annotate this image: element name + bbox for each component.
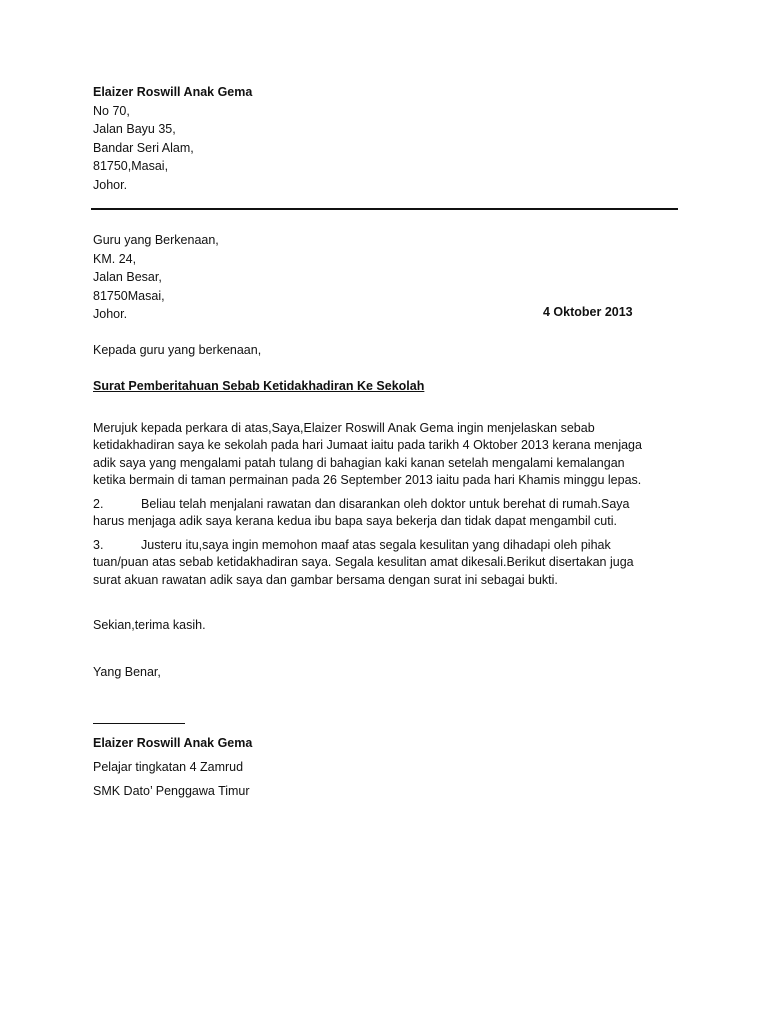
sender-block — [93, 83, 252, 195]
sender-address-line: No 70, — [93, 103, 130, 118]
letter-subject: Surat Pemberitahuan Sebab Ketidakhadiran Ke Sekolah — [93, 379, 425, 393]
paragraph-line: Merujuk kepada perkara di atas,Saya,Elaizer Roswill Anak Gema ingin menjelaskan sebab — [93, 421, 595, 435]
paragraph-line: ketika bermain di taman permainan pada 26 September 2013 iaitu pada hari Khamis minggu lepas. — [93, 473, 642, 488]
paragraph-line: adik saya yang mengalami patah tulang di bahagian kaki kanan setelah mengalami kemalangan — [93, 455, 625, 470]
body-paragraph-2 — [93, 496, 678, 531]
body-paragraph-1 — [93, 420, 678, 490]
paragraph-line — [93, 496, 678, 513]
recipient-block — [93, 231, 219, 324]
sender-address-line: Bandar Seri Alam, — [93, 140, 194, 155]
paragraph-text: Beliau telah menjalani rawatan dan disarankan oleh doktor untuk berehat di rumah.Saya — [141, 497, 630, 511]
subject-block — [93, 377, 424, 396]
paragraph-line: surat akuan rawatan adik saya dan gambar bersama dengan surat ini sebagai bukti. — [93, 572, 558, 587]
letter-date: 4 Oktober 2013 — [543, 305, 633, 319]
paragraph-line: harus menjaga adik saya kerana kedua ibu bapa saya bekerja dan tidak dapat mengambil cuti. — [93, 514, 617, 529]
signoff-text: Yang Benar, — [93, 665, 161, 679]
signature-block — [93, 731, 252, 803]
paragraph-line: tuan/puan atas sebab ketidakhadiran saya. Segala kesulitan amat dikesali.Berikut disertakan juga — [93, 555, 634, 570]
sender-address-line: 81750,Masai, — [93, 159, 169, 174]
signature-class: Pelajar tingkatan 4 Zamrud — [93, 760, 244, 774]
paragraph-number: 3. — [93, 538, 104, 552]
salutation: Kepada guru yang berkenaan, — [93, 343, 262, 357]
recipient-address-line: 81750Masai, — [93, 288, 165, 303]
recipient-address-line: Jalan Besar, — [93, 270, 162, 285]
salutation-block — [93, 341, 261, 360]
closing-text: Sekian,terima kasih. — [93, 618, 206, 632]
header-divider — [91, 208, 678, 210]
signoff-block — [93, 663, 161, 682]
paragraph-line: ketidakhadiran saya ke sekolah pada hari Jumaat iaitu pada tarikh 4 Oktober 2013 kerana menjaga — [93, 438, 642, 453]
signature-line — [93, 723, 185, 724]
signature-name: Elaizer Roswill Anak Gema — [93, 736, 253, 750]
paragraph-number: 2. — [93, 497, 104, 511]
body-paragraph-3 — [93, 537, 678, 589]
recipient-address-line: Johor. — [93, 307, 128, 322]
sender-address-line: Johor. — [93, 177, 128, 192]
paragraph-line — [93, 537, 678, 554]
signature-school: SMK Dato’ Penggawa Timur — [93, 784, 250, 798]
recipient-address-line: KM. 24, — [93, 251, 137, 266]
paragraph-text: Justeru itu,saya ingin memohon maaf atas segala kesulitan yang dihadapi oleh pihak — [141, 538, 611, 552]
closing-block — [93, 616, 206, 635]
sender-address-line: Jalan Bayu 35, — [93, 122, 176, 137]
recipient-title: Guru yang Berkenaan, — [93, 233, 219, 247]
sender-name: Elaizer Roswill Anak Gema — [93, 85, 253, 99]
